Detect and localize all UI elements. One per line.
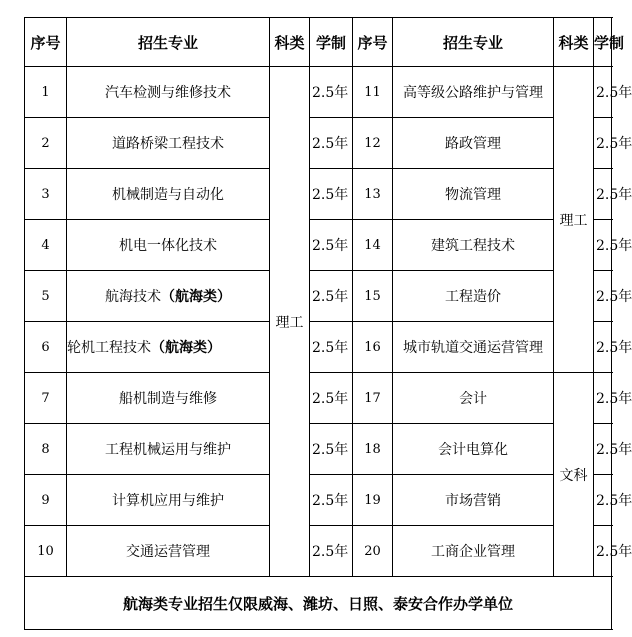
major-name: 轮机工程技术: [67, 340, 151, 356]
table-row: [25, 475, 612, 526]
row-index: 19: [353, 475, 393, 526]
row-duration: 2.5年: [594, 475, 612, 526]
header-major-left: 招生专业: [67, 18, 270, 67]
row-index: 14: [353, 220, 393, 271]
row-major: 会计电算化: [393, 424, 554, 475]
row-duration: 2.5年: [310, 475, 353, 526]
row-duration: 2.5年: [310, 424, 353, 475]
row-major: 高等级公路维护与管理: [393, 67, 554, 118]
header-duration-left: 学制: [310, 18, 353, 67]
row-duration: 2.5年: [310, 169, 353, 220]
table-row: [25, 118, 612, 169]
row-major: 计算机应用与维护: [67, 475, 270, 526]
row-major: 会计: [393, 373, 554, 424]
header-index-left: 序号: [25, 18, 67, 67]
row-duration: 2.5年: [594, 67, 612, 118]
row-index: 9: [25, 475, 67, 526]
category-cell-right-bottom: 文科: [554, 373, 594, 577]
row-index: 18: [353, 424, 393, 475]
table-row: [25, 424, 612, 475]
header-category-left: 科类: [270, 18, 310, 67]
row-major: 机电一体化技术: [67, 220, 270, 271]
enrollment-table: [24, 17, 632, 630]
major-note: （航海类）: [161, 289, 231, 305]
row-index: 15: [353, 271, 393, 322]
row-duration: 2.5年: [594, 322, 612, 373]
row-duration: 2.5年: [310, 322, 353, 373]
row-duration: 2.5年: [594, 373, 612, 424]
header-duration-right: 学制: [594, 18, 612, 67]
row-major: 交通运营管理: [67, 526, 270, 577]
row-duration: 2.5年: [594, 118, 612, 169]
row-duration: 2.5年: [310, 373, 353, 424]
header-index-right: 序号: [353, 18, 393, 67]
row-duration: 2.5年: [594, 271, 612, 322]
row-duration: 2.5年: [310, 526, 353, 577]
row-major: 城市轨道交通运营管理: [393, 322, 554, 373]
row-index: 16: [353, 322, 393, 373]
row-major: [67, 271, 270, 322]
row-major: 工程机械运用与维护: [67, 424, 270, 475]
row-duration: 2.5年: [594, 424, 612, 475]
row-index: 3: [25, 169, 67, 220]
row-index: 20: [353, 526, 393, 577]
enrollment-table-container: [24, 17, 632, 630]
row-major: 船机制造与维修: [67, 373, 270, 424]
row-duration: 2.5年: [594, 526, 612, 577]
row-duration: 2.5年: [310, 271, 353, 322]
row-major: 物流管理: [393, 169, 554, 220]
header-major-right: 招生专业: [393, 18, 554, 67]
row-major: 市场营销: [393, 475, 554, 526]
table-row: [25, 220, 612, 271]
row-index: 10: [25, 526, 67, 577]
row-duration: 2.5年: [594, 220, 612, 271]
row-major: 工商企业管理: [393, 526, 554, 577]
row-major: 道路桥梁工程技术: [67, 118, 270, 169]
table-row: [25, 169, 612, 220]
major-note: （航海类）: [151, 340, 221, 356]
table-row: [25, 271, 612, 322]
header-category-right: 科类: [554, 18, 594, 67]
table-row: [25, 526, 612, 577]
row-index: 8: [25, 424, 67, 475]
row-major: 路政管理: [393, 118, 554, 169]
row-index: 1: [25, 67, 67, 118]
table-row: [25, 373, 612, 424]
row-index: 13: [353, 169, 393, 220]
row-index: 17: [353, 373, 393, 424]
table-row: [25, 322, 612, 373]
row-index: 11: [353, 67, 393, 118]
row-index: 4: [25, 220, 67, 271]
footer-note: 航海类专业招生仅限威海、潍坊、日照、泰安合作办学单位: [25, 577, 612, 630]
row-index: 6: [25, 322, 67, 373]
category-cell-left: 理工: [270, 67, 310, 577]
row-major: 汽车检测与维修技术: [67, 67, 270, 118]
row-index: 12: [353, 118, 393, 169]
row-major: 建筑工程技术: [393, 220, 554, 271]
table-row: [25, 67, 612, 118]
row-duration: 2.5年: [310, 118, 353, 169]
footer-row: [25, 577, 612, 630]
category-cell-right-top: 理工: [554, 67, 594, 373]
row-duration: 2.5年: [310, 67, 353, 118]
row-duration: 2.5年: [310, 220, 353, 271]
major-name: 航海技术: [105, 289, 161, 305]
row-major: [67, 322, 270, 373]
row-index: 2: [25, 118, 67, 169]
row-index: 5: [25, 271, 67, 322]
header-row: [25, 18, 612, 67]
row-major: 机械制造与自动化: [67, 169, 270, 220]
row-index: 7: [25, 373, 67, 424]
row-duration: 2.5年: [594, 169, 612, 220]
row-major: 工程造价: [393, 271, 554, 322]
